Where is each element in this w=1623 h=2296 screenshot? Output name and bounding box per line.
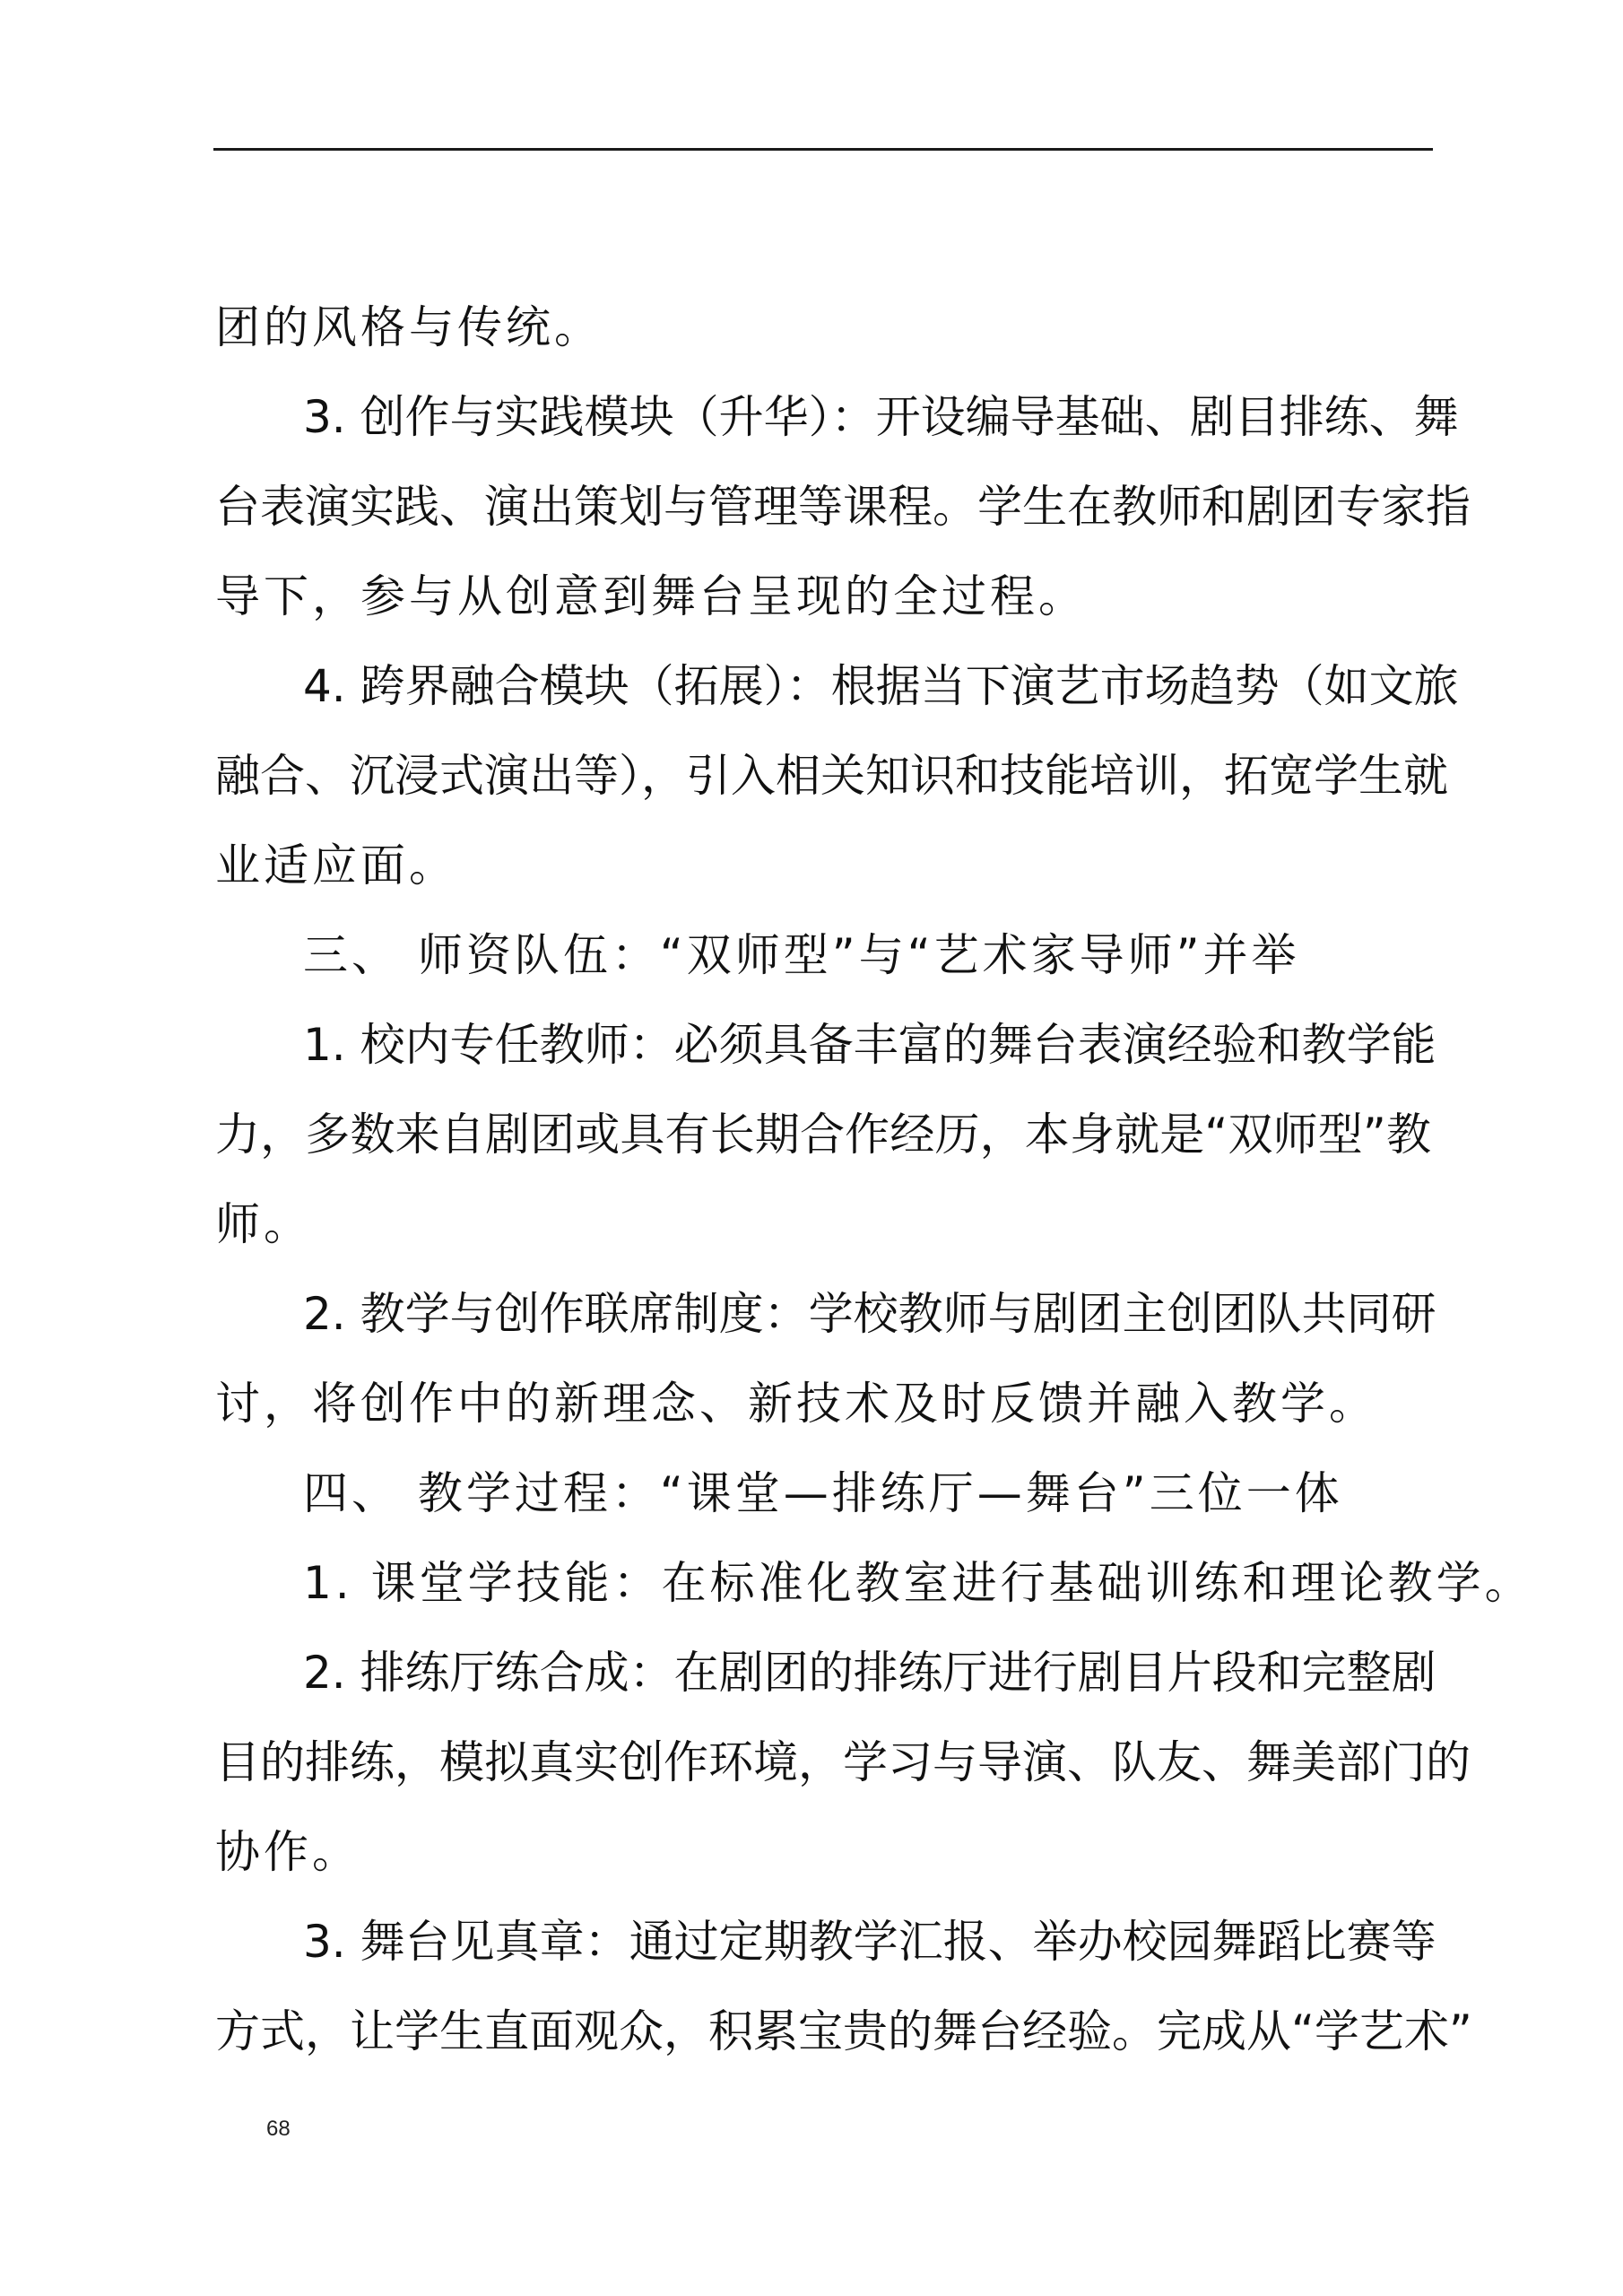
section-heading: 四、 教学过程：“课堂—排练厅—舞台”三位一体 [303, 1467, 1343, 1519]
text-line: 目的排练，模拟真实创作环境，学习与导演、队友、舞美部门的 [215, 1736, 1471, 1788]
text-line: 3. 舞台见真章：通过定期教学汇报、举办校园舞蹈比赛等 [303, 1916, 1436, 1968]
text-line: 方式，让学生直面观众，积累宝贵的舞台经验。完成从“学艺术” [215, 2005, 1472, 2057]
text-line: 4. 跨界融合模块（拓展）：根据当下演艺市场趋势（如文旅 [303, 660, 1459, 712]
text-line: 师。 [215, 1198, 312, 1250]
text-line: 导下，参与从创意到舞台呈现的全过程。 [215, 570, 1087, 622]
text-line: 协作。 [215, 1826, 360, 1878]
text-line: 力，多数来自剧团或具有长期合作经历，本身就是“双师型”教 [215, 1109, 1431, 1161]
text-line: 业适应面。 [215, 839, 457, 891]
text-line: 1. 课堂学技能：在标准化教室进行基础训练和理论教学。 [303, 1557, 1533, 1609]
text-line: 团的风格与传统。 [215, 301, 603, 353]
text-line: 讨，将创作中的新理念、新技术及时反馈并融入教学。 [215, 1378, 1377, 1430]
header-rule [213, 148, 1433, 151]
text-line: 2. 教学与创作联席制度：学校教师与剧团主创团队共同研 [303, 1288, 1436, 1340]
text-line: 2. 排练厅练合成：在剧团的排练厅进行剧目片段和完整剧 [303, 1647, 1436, 1699]
text-line: 3. 创作与实践模块（升华）：开设编导基础、剧目排练、舞 [303, 391, 1459, 443]
text-line: 1. 校内专任教师：必须具备丰富的舞台表演经验和教学能 [303, 1019, 1436, 1071]
section-heading: 三、 师资队伍：“双师型”与“艺术家导师”并举 [303, 929, 1300, 981]
text-line: 台表演实践、演出策划与管理等课程。学生在教师和剧团专家指 [215, 481, 1471, 533]
text-line: 融合、沉浸式演出等），引入相关知识和技能培训，拓宽学生就 [215, 750, 1448, 802]
page-number: 68 [266, 2117, 291, 2141]
